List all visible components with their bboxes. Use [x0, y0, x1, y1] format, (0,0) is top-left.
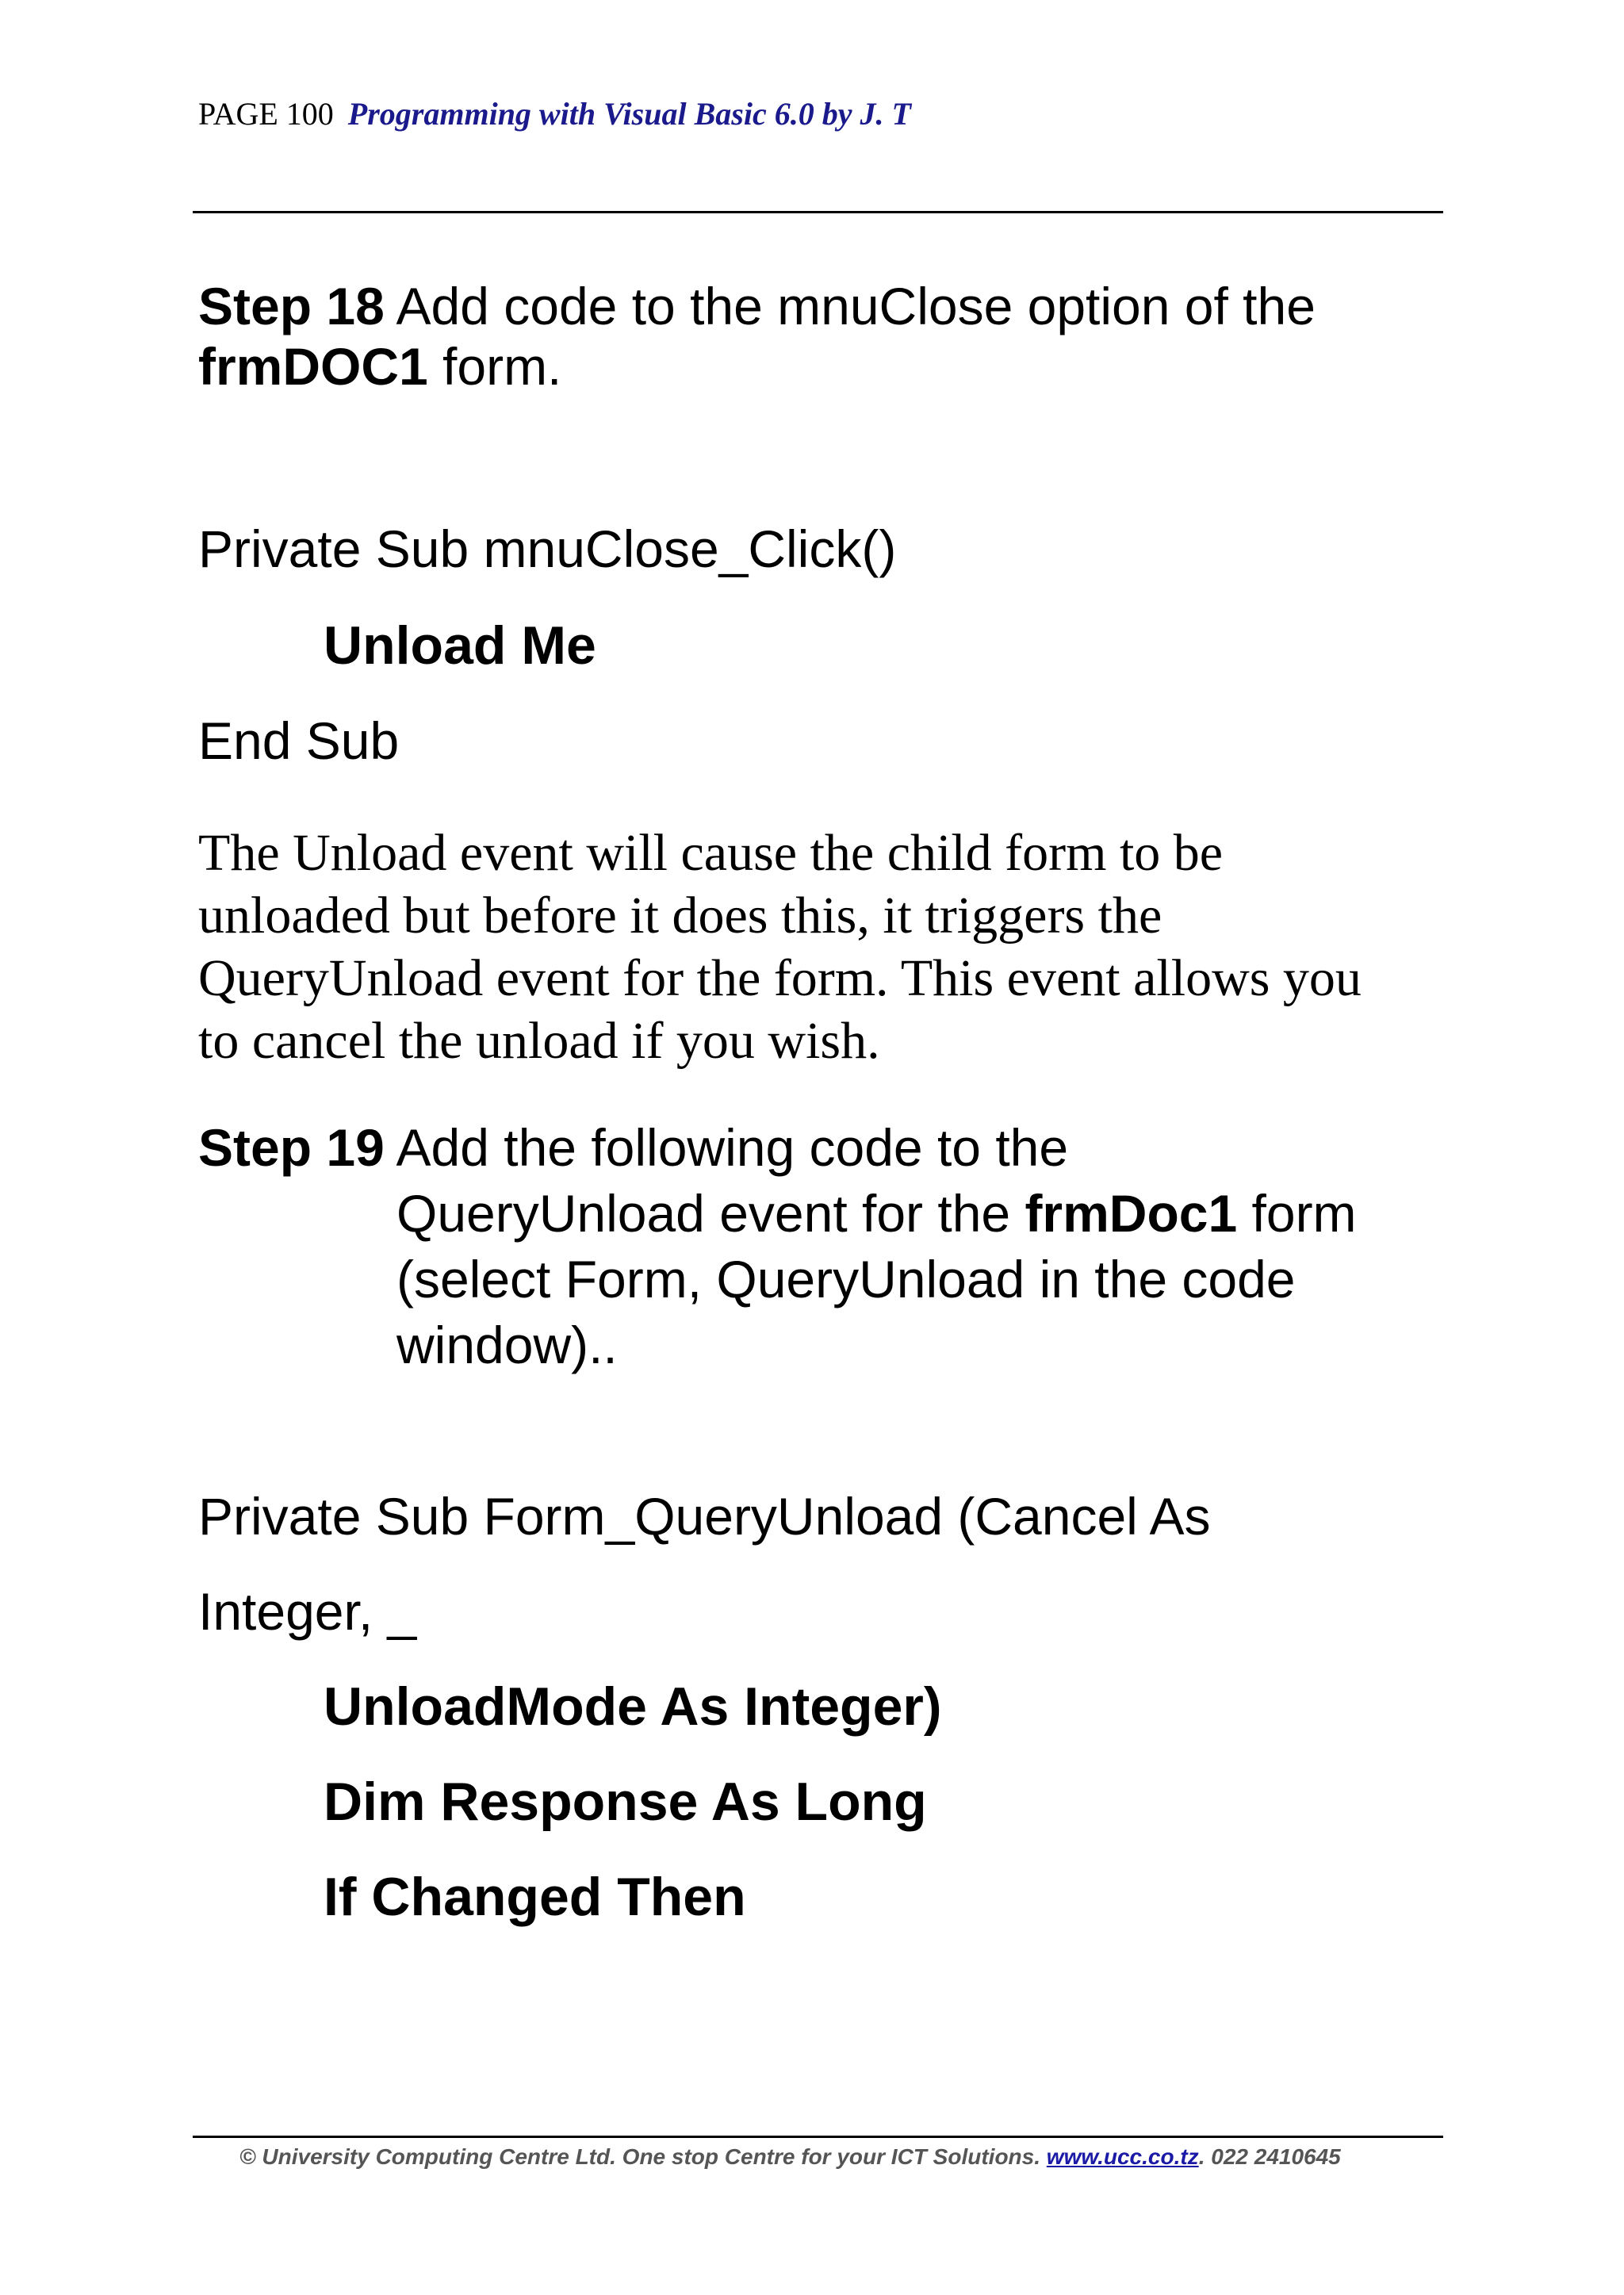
- step-19-label: Step 19: [198, 1118, 385, 1177]
- step-18-instruction: [198, 276, 1443, 397]
- step-19-instruction: [198, 1115, 1443, 1378]
- book-title: Programming with Visual Basic 6.0 by J. T: [347, 96, 911, 132]
- footer-phone: . 022 2410645: [1198, 2144, 1341, 2169]
- footer-copyright: © University Computing Centre Ltd. One stop Centre for your ICT Solutions.: [239, 2144, 1047, 2169]
- page-footer: [239, 2144, 1341, 2170]
- paragraph-line: QueryUnload event for the form. This event allows you: [198, 949, 1362, 1007]
- code-line: Private Sub Form_QueryUnload (Cancel As: [198, 1487, 1211, 1546]
- footer-website-link[interactable]: www.ucc.co.tz: [1046, 2144, 1199, 2169]
- step-18-form-name: frmDOC1: [198, 337, 428, 396]
- page-header: [198, 95, 911, 132]
- code-line: Integer, _: [198, 1582, 417, 1641]
- step-19-text-c: form: [1237, 1184, 1357, 1243]
- code-line: UnloadMode As Integer): [324, 1676, 942, 1737]
- footer-divider: [193, 2136, 1443, 2138]
- paragraph-line: The Unload event will cause the child form to be: [198, 824, 1224, 882]
- code-line: End Sub: [198, 711, 400, 770]
- explanation-paragraph: [198, 822, 1451, 1072]
- step-19-text: Add the following code to the: [384, 1118, 1069, 1177]
- step-18-text: Add code to the mnuClose option of the: [384, 277, 1316, 335]
- header-divider: [193, 211, 1443, 213]
- step-18-label: Step 18: [198, 277, 385, 335]
- code-line: Private Sub mnuClose_Click(): [198, 519, 897, 578]
- step-19-text-d: (select Form, QueryUnload in the code: [396, 1250, 1296, 1308]
- step-19-text-e: window)..: [396, 1316, 618, 1374]
- step-18-text-end: form.: [427, 337, 562, 396]
- paragraph-line: to cancel the unload if you wish.: [198, 1012, 880, 1070]
- step-19-text-b: QueryUnload event for the: [396, 1184, 1025, 1243]
- code-line: Dim Response As Long: [324, 1772, 927, 1832]
- code-line: Unload Me: [324, 615, 596, 676]
- page-number: PAGE 100: [198, 96, 334, 132]
- step-19-form-name: frmDoc1: [1025, 1184, 1238, 1243]
- paragraph-line: unloaded but before it does this, it triggers the: [198, 887, 1162, 944]
- code-line: If Changed Then: [324, 1867, 746, 1927]
